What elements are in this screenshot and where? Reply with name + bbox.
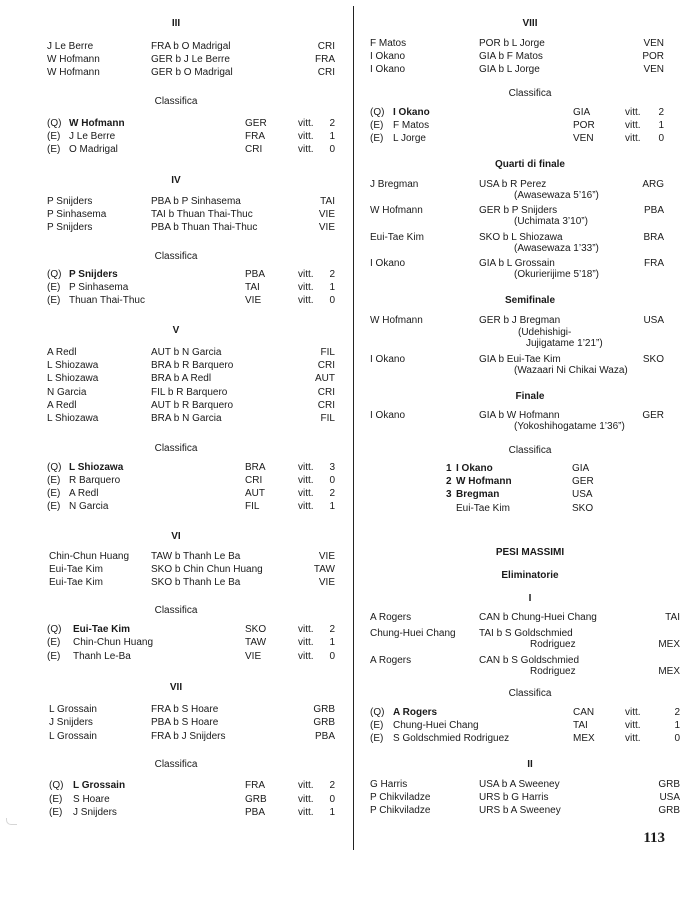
standing-row: (E) N Garcia FIL vitt. 1 [47,501,335,512]
classifica-title: Classifica [508,445,552,456]
match-row: G Harris USA b A Sweeney GRB [370,779,680,790]
match-row: A Rogers CAN b Chung-Huei Chang TAI [370,612,680,623]
standing-row: (Q) L Grossain FRA vitt. 2 [49,780,335,791]
match-row: I Okano GIA b L Grossain FRA [370,258,664,269]
match-row: A Redl AUT b R Barquero CRI [47,400,335,411]
standing-row: (Q) L Shiozawa BRA vitt. 3 [47,462,335,473]
standing-row: (E) S Hoare GRB vitt. 0 [49,794,335,805]
standing-row: (Q) W Hofmann GER vitt. 2 [47,118,335,129]
round-title: VI [171,531,181,542]
match-row: N Garcia FIL b R Barquero CRI [47,387,335,398]
section-subheading: Eliminatorie [501,570,559,581]
final-standing-row: 1 I Okano GIA [446,463,590,474]
standing-row: (E) P Sinhasema TAI vitt. 1 [47,282,335,293]
match-row: P Snijders PBA b Thuan Thai-Thuc VIE [47,222,335,233]
standing-row: (E) Thuan Thai-Thuc VIE vitt. 0 [47,295,335,306]
round-title: IV [171,175,181,186]
final-standing-row: Eui-Tae Kim SKO [456,503,594,514]
standing-row: (E) F Matos POR vitt. 1 [370,120,664,131]
match-row: J Snijders PBA b S Hoare GRB [49,717,335,728]
classifica-title: Classifica [154,251,198,262]
classifica-title: Classifica [508,88,552,99]
match-note: (Udehishigi- [518,327,572,338]
round-title: II [527,759,533,770]
match-row: P Snijders PBA b P Sinhasema TAI [47,196,335,207]
classifica-title: Classifica [154,443,198,454]
standing-row: (E) A Redl AUT vitt. 2 [47,488,335,499]
page-number: 113 [643,830,665,846]
match-row: Chin-Chun Huang TAW b Thanh Le Ba VIE [49,551,335,562]
match-row: A Rogers CAN b S Goldschmied [370,655,580,666]
match-row: P Chikviladze URS b G Harris USA [370,792,680,803]
standing-row: (E) J Le Berre FRA vitt. 1 [47,131,335,142]
match-row: P Chikviladze URS b A Sweeney GRB [370,805,680,816]
match-row: A Redl AUT b N Garcia FIL [47,347,335,358]
match-row: Eui-Tae Kim SKO b L Shiozawa BRA [370,232,664,243]
standing-row: (E) Thanh Le-Ba VIE vitt. 0 [47,651,335,662]
match-row: L Shiozawa BRA b R Barquero CRI [47,360,335,371]
round-title: VII [169,682,183,693]
match-row-cont: Rodriguez MEX [530,639,680,650]
match-row: I Okano GIA b Eui-Tae Kim SKO [370,354,664,365]
match-row: I Okano GIA b L Jorge VEN [370,64,664,75]
standing-row: (Q) Eui-Tae Kim SKO vitt. 2 [47,624,335,635]
standing-row: (E) S Goldschmied Rodriguez MEX vitt. 0 [370,733,680,744]
match-row: W Hofmann GER b J Bregman USA [370,315,664,326]
round-title: V [172,325,180,336]
classifica-title: Classifica [154,605,198,616]
match-note: (Awasewaza 1’33”) [514,243,599,254]
round-title: III [171,18,181,29]
match-row: Eui-Tae Kim SKO b Chin Chun Huang TAW [49,564,335,575]
section-heading: Finale [515,391,545,402]
classifica-title: Classifica [154,759,198,770]
standing-row: (E) Chin-Chun Huang TAW vitt. 1 [47,637,335,648]
standing-row: (E) J Snijders PBA vitt. 1 [49,807,335,818]
standing-row: (E) L Jorge VEN vitt. 0 [370,133,664,144]
match-row: F Matos POR b L Jorge VEN [370,38,664,49]
section-heading: Semifinale [504,295,556,306]
match-note: (Uchimata 3’10”) [514,216,588,227]
round-title: I [528,593,532,604]
match-note: (Okurierijime 5’18”) [514,269,600,280]
classifica-title: Classifica [508,688,552,699]
classifica-title: Classifica [154,96,198,107]
match-row: L Shiozawa BRA b A Redl AUT [47,373,335,384]
match-row: L Grossain FRA b J Snijders PBA [49,731,335,742]
match-row: I Okano GIA b W Hofmann GER [370,410,664,421]
match-note: (Awasewaza 5’16”) [514,190,599,201]
match-row: P Sinhasema TAI b Thuan Thai-Thuc VIE [47,209,335,220]
weight-class-heading: PESI MASSIMI [495,547,565,558]
match-note: Jujigatame 1’21”) [526,338,603,349]
match-row: I Okano GIA b F Matos POR [370,51,664,62]
standing-row: (Q) I Okano GIA vitt. 2 [370,107,664,118]
match-row: W Hofmann GER b P Snijders PBA [370,205,664,216]
standing-row: (Q) P Snijders PBA vitt. 2 [47,269,335,280]
standing-row: (E) R Barquero CRI vitt. 0 [47,475,335,486]
final-standing-row: 2 W Hofmann GER [446,476,594,487]
column-divider [353,6,354,850]
standing-row: (Q) A Rogers CAN vitt. 2 [370,707,680,718]
match-note: (Yokoshihogatame 1’36”) [514,421,625,432]
standing-row: (E) O Madrigal CRI vitt. 0 [47,144,335,155]
match-row: W Hofmann GER b O Madrigal CRI [47,67,335,78]
section-heading: Quarti di finale [494,159,565,170]
match-row: L Grossain FRA b S Hoare GRB [49,704,335,715]
match-row: L Shiozawa BRA b N Garcia FIL [47,413,335,424]
match-row: Chung-Huei Chang TAI b S Goldschmied [370,628,573,639]
standing-row: (E) Chung-Huei Chang TAI vitt. 1 [370,720,680,731]
match-note: (Wazaari Ni Chikai Waza) [514,365,628,376]
match-row: W Hofmann GER b J Le Berre FRA [47,54,335,65]
final-standing-row: 3 Bregman USA [446,489,593,500]
round-title: VIII [522,18,538,29]
match-row: J Le Berre FRA b O Madrigal CRI [47,41,335,52]
match-row: J Bregman USA b R Perez ARG [370,179,664,190]
match-row-cont: Rodriguez MEX [530,666,680,677]
match-row: Eui-Tae Kim SKO b Thanh Le Ba VIE [49,577,335,588]
